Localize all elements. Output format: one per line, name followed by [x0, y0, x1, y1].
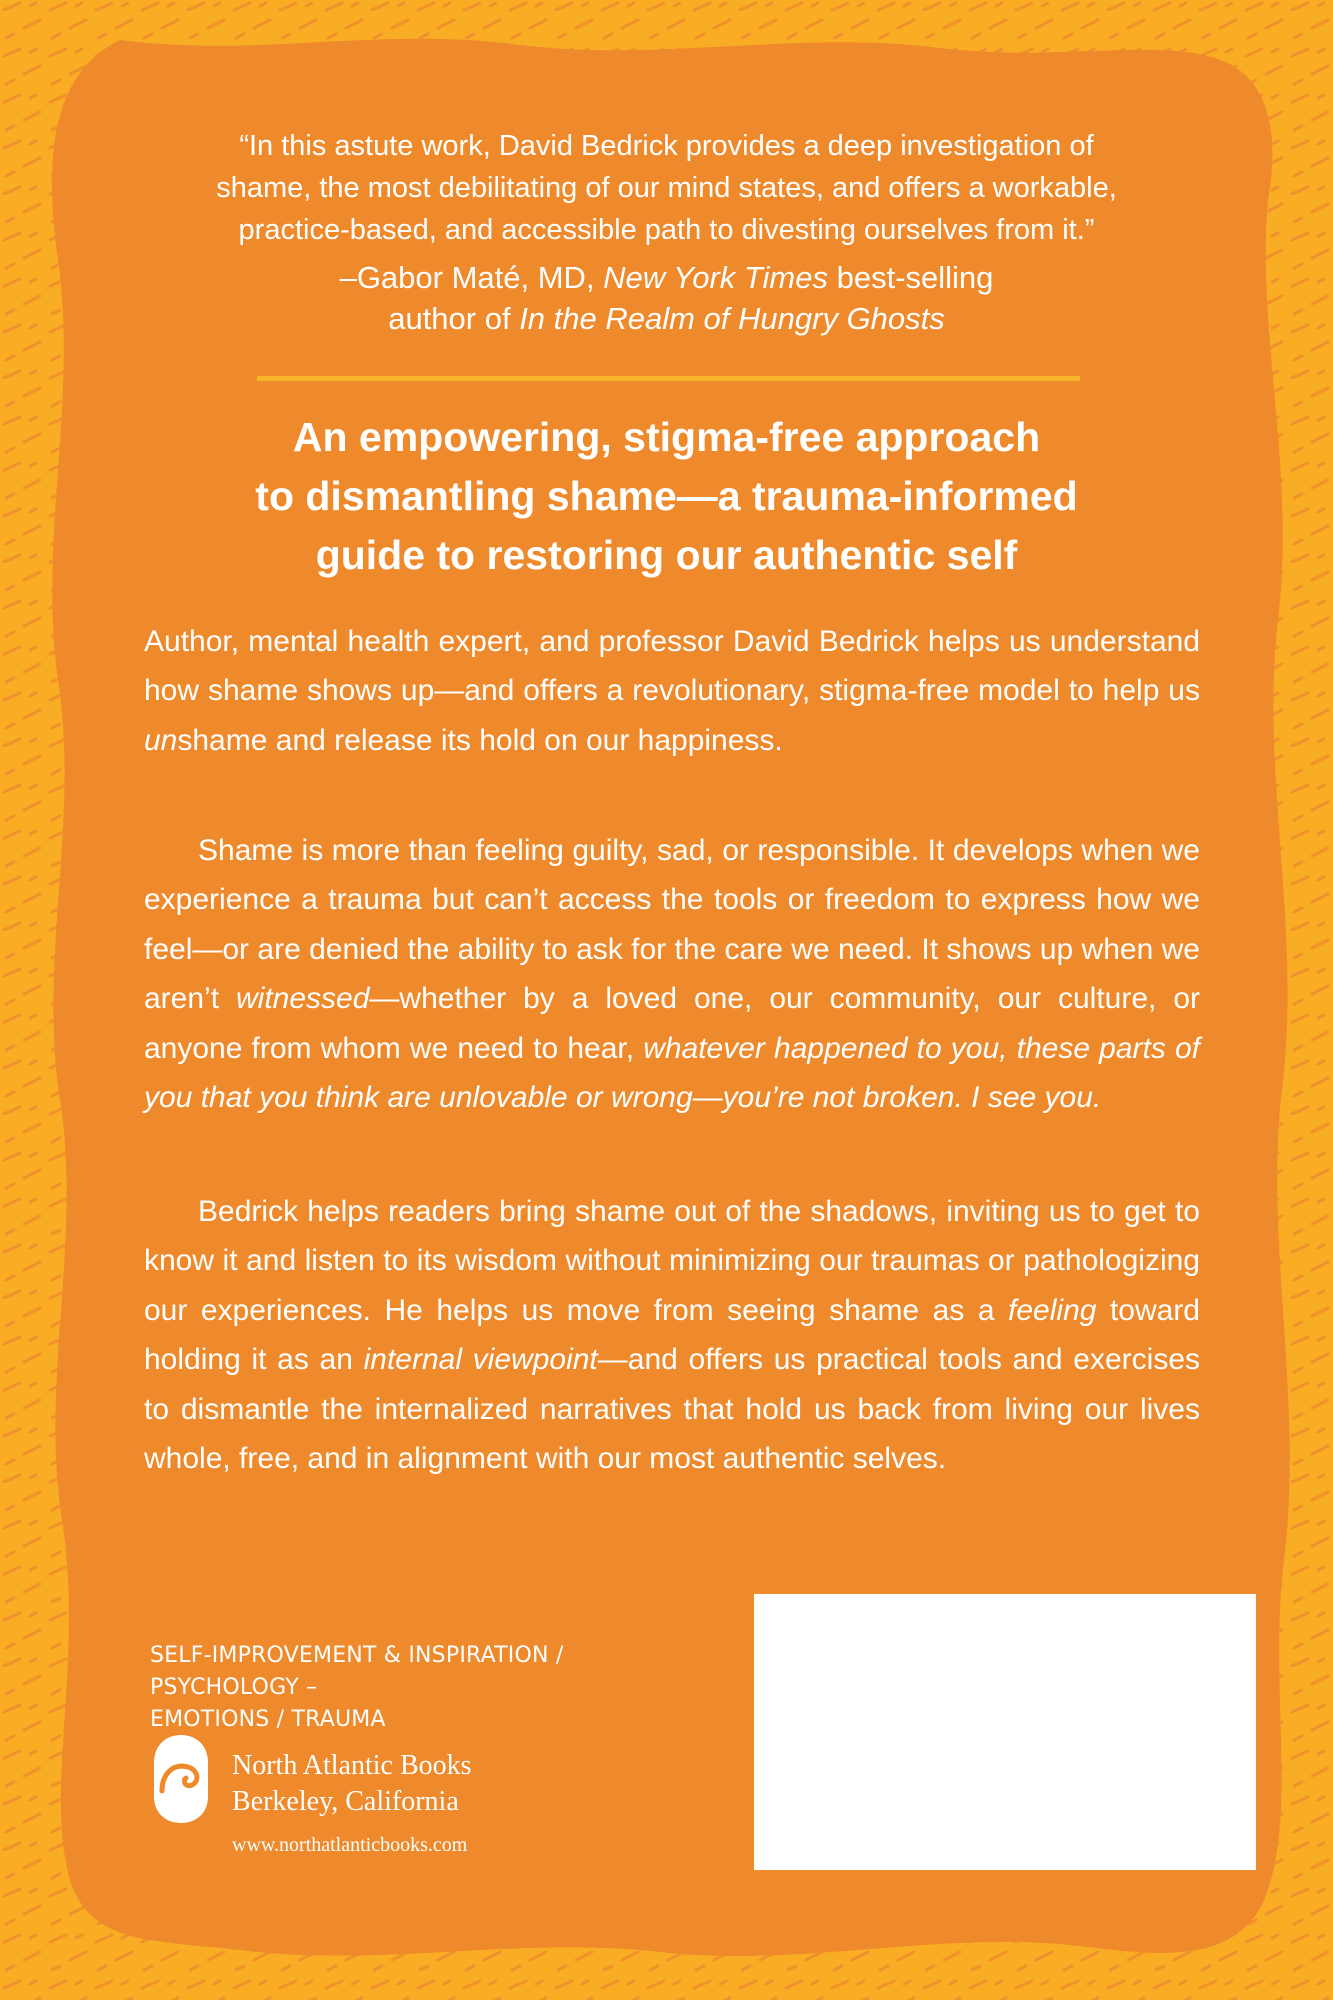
quote-attribution [160, 257, 1173, 339]
emphasis-span: internal viewpoint [363, 1343, 598, 1377]
publisher-city: Berkeley, California [232, 1786, 459, 1817]
headline-line: An empowering, stigma-free approach [292, 414, 1041, 460]
text-span: —whether by a loved one, our community, our culture, or anyone from whom we need to hear, [144, 982, 1200, 1065]
text-span: —and offers us practical tools and exercises to dismantle the internalized narratives that hold us back from living our lives whole, free, and in alignment with our most authentic selves. [144, 1343, 1201, 1476]
text-span: shame and release its hold on our happiness. [177, 723, 783, 757]
category-line: EMOTIONS / TRAUMA [150, 1707, 386, 1732]
attribution-mid: best-selling [828, 260, 994, 295]
text-span: Author, mental health expert, and professor David Bedrick helps us understand how shame shows up—and offers a revolutionary, stigma-free model to help us [144, 625, 1200, 708]
emphasis-span: whatever happened to you, these parts of you that you think are unlovable or wrong—you’re not broken. I see you. [144, 1031, 1200, 1115]
description-paragraph-2 [144, 826, 1200, 1122]
emphasis-span: un [144, 723, 178, 757]
headline [120, 408, 1213, 585]
emphasis-span: witnessed [236, 982, 370, 1016]
barcode-area [754, 1594, 1256, 1870]
category-line: SELF-IMPROVEMENT & INSPIRATION / PSYCHOLOGY – [150, 1643, 564, 1700]
attribution-publication: New York Times [603, 260, 828, 295]
text-span: toward holding it as an [144, 1293, 1200, 1377]
attribution-author-of: author of [388, 301, 520, 336]
attribution-lead: –Gabor Maté, MD, [339, 260, 604, 295]
publisher-name-text: North Atlantic Books [232, 1750, 472, 1781]
description-paragraph-1 [144, 617, 1200, 765]
endorsement-quote [160, 125, 1173, 251]
headline-line: to dismantling shame—a trauma-informed [255, 473, 1078, 519]
description-paragraph-3 [144, 1187, 1200, 1483]
publisher-url: www.northatlanticbooks.com [232, 1834, 468, 1856]
emphasis-span: feeling [1008, 1293, 1097, 1327]
subject-category [150, 1640, 710, 1736]
attribution-line [160, 257, 1173, 298]
quote-line: practice-based, and accessible path to divesting ourselves from it.” [238, 214, 1095, 246]
text-span: Bedrick helps readers bring shame out of the shadows, inviting us to get to know it and listen to its wisdom without minimizing our traumas or pathologizing our experiences. He helps us move from seeing shame as a [144, 1195, 1200, 1327]
wave-logo-icon [150, 1733, 212, 1825]
divider-rule [257, 376, 1080, 381]
headline-line: guide to restoring our authentic self [315, 532, 1018, 578]
quote-line: shame, the most debilitating of our mind states, and offers a workable, [216, 172, 1117, 204]
text-span: Shame is more than feeling guilty, sad, or responsible. It develops when we experience a trauma but can’t access the tools or freedom to express how we feel—or are denied the ability to ask for the care we need. It shows up when we aren’t [144, 834, 1200, 1016]
publisher-name [232, 1748, 472, 1820]
quote-line: “In this astute work, David Bedrick provides a deep investigation of [239, 130, 1094, 162]
attribution-line [160, 298, 1173, 339]
attribution-book-title: In the Realm of Hungry Ghosts [519, 301, 945, 336]
